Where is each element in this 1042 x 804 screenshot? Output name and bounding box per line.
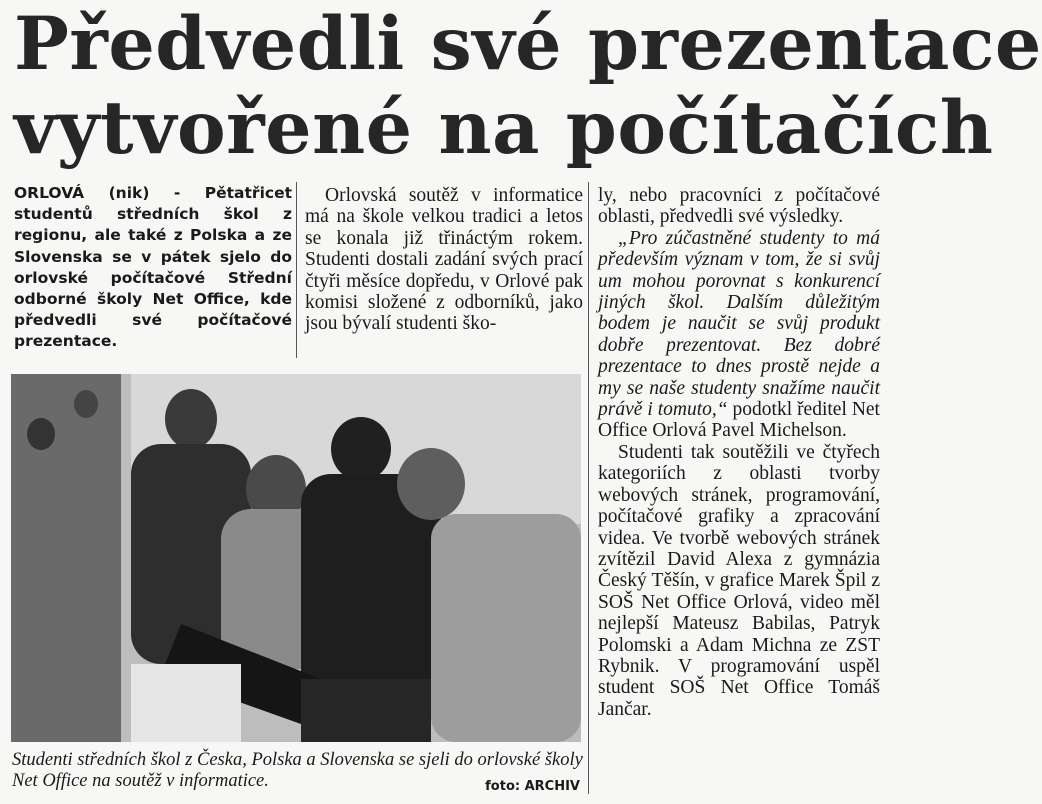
headline-line-2: vytvořené na počítačích xyxy=(14,85,994,171)
col2-paragraph: Orlovská soutěž v informatice má na škole velkou tradici a letos se konala již třináctým rokem. Studenti dostali zadání svých prací čtyři měsíce dopředu, v Orlové pak komisi složené z odborníků, jako jsou bývalí studenti ško- xyxy=(305,185,583,335)
quote-attribution: podotkl ředitel Net Office Orlová Pavel Michelson. xyxy=(598,399,880,442)
column-divider xyxy=(296,182,297,358)
article-photo xyxy=(11,374,581,742)
quote-text: „Pro zúčastněné studenty to má především význam v tom, že si svůj um mohou porovnat s konkurencí jiných škol. Dalším důležitým bodem je naučit se svůj produkt dobře prezentovat. Bez dobré prezentace to dnes prostě nejde a my se naše studenty snažíme naučit právě i tomuto,“ xyxy=(598,227,880,421)
col3-paragraph-1: ly, nebo pracovníci z počítačové oblasti, předvedli své výsledky. xyxy=(598,185,880,228)
photo-students-at-computer xyxy=(11,374,581,742)
column-divider xyxy=(588,182,589,794)
director-quote xyxy=(598,228,880,442)
body-column-2 xyxy=(305,185,583,335)
headline-line-1: Předvedli své prezentace xyxy=(14,1,1042,87)
headline xyxy=(14,1,1042,171)
photo-credit: foto: ARCHIV xyxy=(485,779,580,794)
lead-paragraph: ORLOVÁ (nik) - Pětatřicet studentů středních škol z regionu, ale také z Polska a ze Slovenska se v pátek sjelo do orlovské počítačové Střední odborné školy Net Office, kde předvedli své počítačové prezentace. xyxy=(14,184,292,351)
photo-caption: Studenti středních škol z Česka, Polska a Slovenska se sjeli do orlovské školy Net Office na soutěž v informatice. xyxy=(12,750,583,791)
body-column-3 xyxy=(598,185,880,720)
col3-paragraph-3: Studenti tak soutěžili ve čtyřech kategoriích z oblasti tvorby webových stránek, programování, počítačové grafiky a zpracování videa. Ve tvorbě webových stránek zvítězil David Alexa z gymnázia Český Těšín, v grafice Marek Špil z SOŠ Net Office Orlová, video měl nejlepší Mateusz Babilas, Patryk Polomski a Adam Michna ze ZST Rybnik. V programování uspěl student SOŠ Net Office Tomáš Jančar. xyxy=(598,441,880,720)
